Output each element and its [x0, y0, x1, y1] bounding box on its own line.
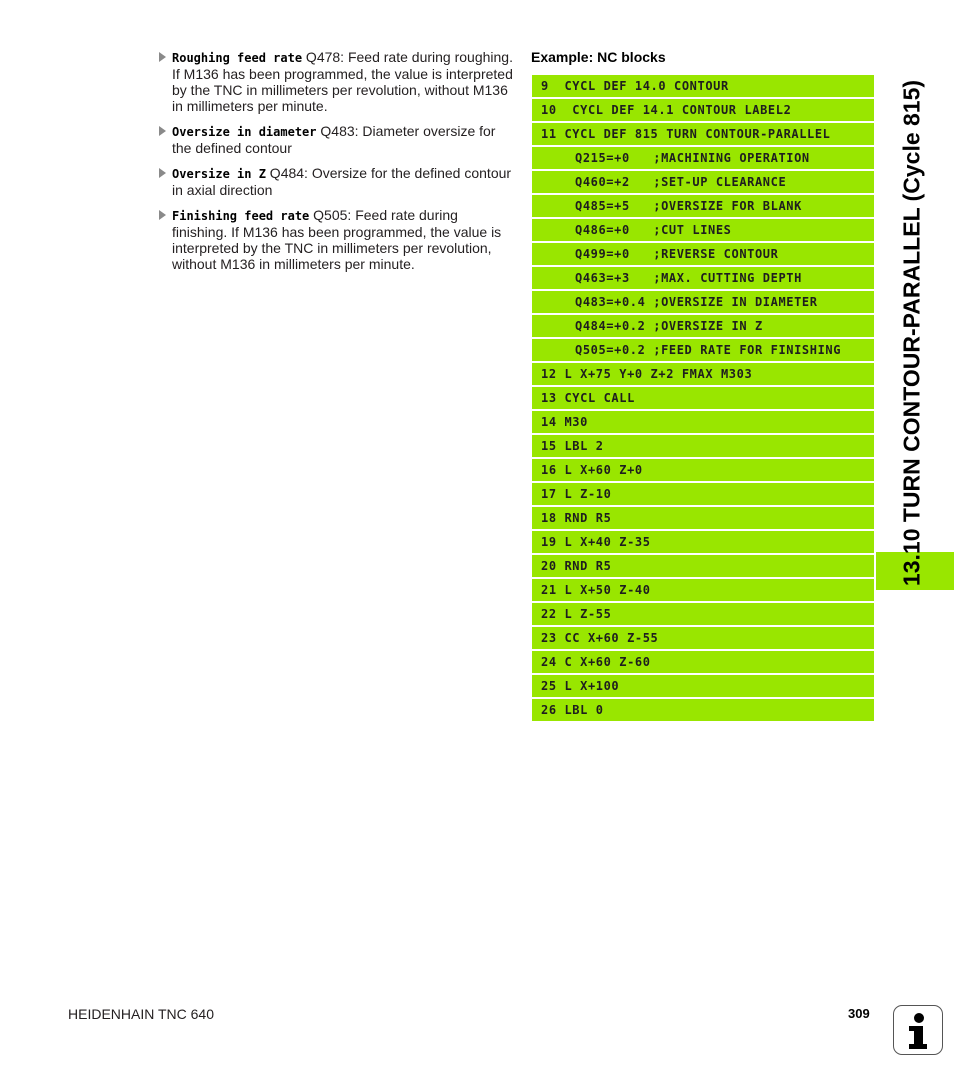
nc-line: Q483=+0.4 ;OVERSIZE IN DIAMETER	[532, 291, 874, 313]
triangle-right-icon	[159, 210, 166, 220]
parameter-list	[158, 49, 514, 281]
nc-line: Q505=+0.2 ;FEED RATE FOR FINISHING	[532, 339, 874, 361]
footer-product-name: HEIDENHAIN TNC 640	[68, 1006, 215, 1022]
nc-line: 12 L X+75 Y+0 Z+2 FMAX M303	[532, 363, 874, 385]
parameter-item	[158, 165, 514, 198]
nc-line: Q486=+0 ;CUT LINES	[532, 219, 874, 241]
nc-line: 18 RND R5	[532, 507, 874, 529]
nc-line: 25 L X+100	[532, 675, 874, 697]
parameter-description: Q484: Oversize for the defined contour in axial direction	[172, 165, 512, 198]
nc-line: 17 L Z-10	[532, 483, 874, 505]
parameter-item	[158, 207, 514, 272]
info-glyph	[894, 1006, 941, 1053]
parameter-item	[158, 49, 514, 114]
parameter-description: Q478: Feed rate during roughing. If M136 has been programmed, the value is interpreted by the TNC in millimeters per revolution, without M136 in millimeters per minute.	[172, 49, 513, 114]
section-title: 13.10 TURN CONTOUR-PARALLEL (Cycle 815)	[898, 79, 925, 587]
nc-line: 14 M30	[532, 411, 874, 433]
nc-line: Q484=+0.2 ;OVERSIZE IN Z	[532, 315, 874, 337]
nc-line: Q215=+0 ;MACHINING OPERATION	[532, 147, 874, 169]
nc-line: Q485=+5 ;OVERSIZE FOR BLANK	[532, 195, 874, 217]
nc-line: Q499=+0 ;REVERSE CONTOUR	[532, 243, 874, 265]
nc-line: 19 L X+40 Z-35	[532, 531, 874, 553]
parameter-item	[158, 123, 514, 156]
nc-line: 21 L X+50 Z-40	[532, 579, 874, 601]
parameter-keyword: Oversize in Z	[172, 167, 266, 181]
nc-line: 20 RND R5	[532, 555, 874, 577]
parameter-keyword: Oversize in diameter	[172, 125, 317, 139]
triangle-right-icon	[159, 52, 166, 62]
nc-line: 26 LBL 0	[532, 699, 874, 721]
nc-line: 11 CYCL DEF 815 TURN CONTOUR-PARALLEL	[532, 123, 874, 145]
parameter-description: Q483: Diameter oversize for the defined contour	[172, 123, 496, 156]
nc-line: 24 C X+60 Z-60	[532, 651, 874, 673]
nc-line: Q463=+3 ;MAX. CUTTING DEPTH	[532, 267, 874, 289]
triangle-right-icon	[159, 126, 166, 136]
example-title: Example: NC blocks	[531, 49, 666, 65]
parameter-keyword: Roughing feed rate	[172, 51, 303, 65]
triangle-right-icon	[159, 168, 166, 178]
nc-line: 22 L Z-55	[532, 603, 874, 625]
nc-line: Q460=+2 ;SET-UP CLEARANCE	[532, 171, 874, 193]
parameter-keyword: Finishing feed rate	[172, 209, 310, 223]
nc-line: 23 CC X+60 Z-55	[532, 627, 874, 649]
nc-line: 9 CYCL DEF 14.0 CONTOUR	[532, 75, 874, 97]
parameter-description: Q505: Feed rate during finishing. If M136 has been programmed, the value is interpreted by the TNC in millimeters per revolution, without M136 in millimeters per minute.	[172, 207, 502, 272]
nc-line: 16 L X+60 Z+0	[532, 459, 874, 481]
nc-program-block	[532, 75, 874, 723]
info-icon	[893, 1005, 943, 1055]
page-number: 309	[848, 1006, 870, 1021]
nc-line: 15 LBL 2	[532, 435, 874, 457]
nc-line: 13 CYCL CALL	[532, 387, 874, 409]
nc-line: 10 CYCL DEF 14.1 CONTOUR LABEL2	[532, 99, 874, 121]
